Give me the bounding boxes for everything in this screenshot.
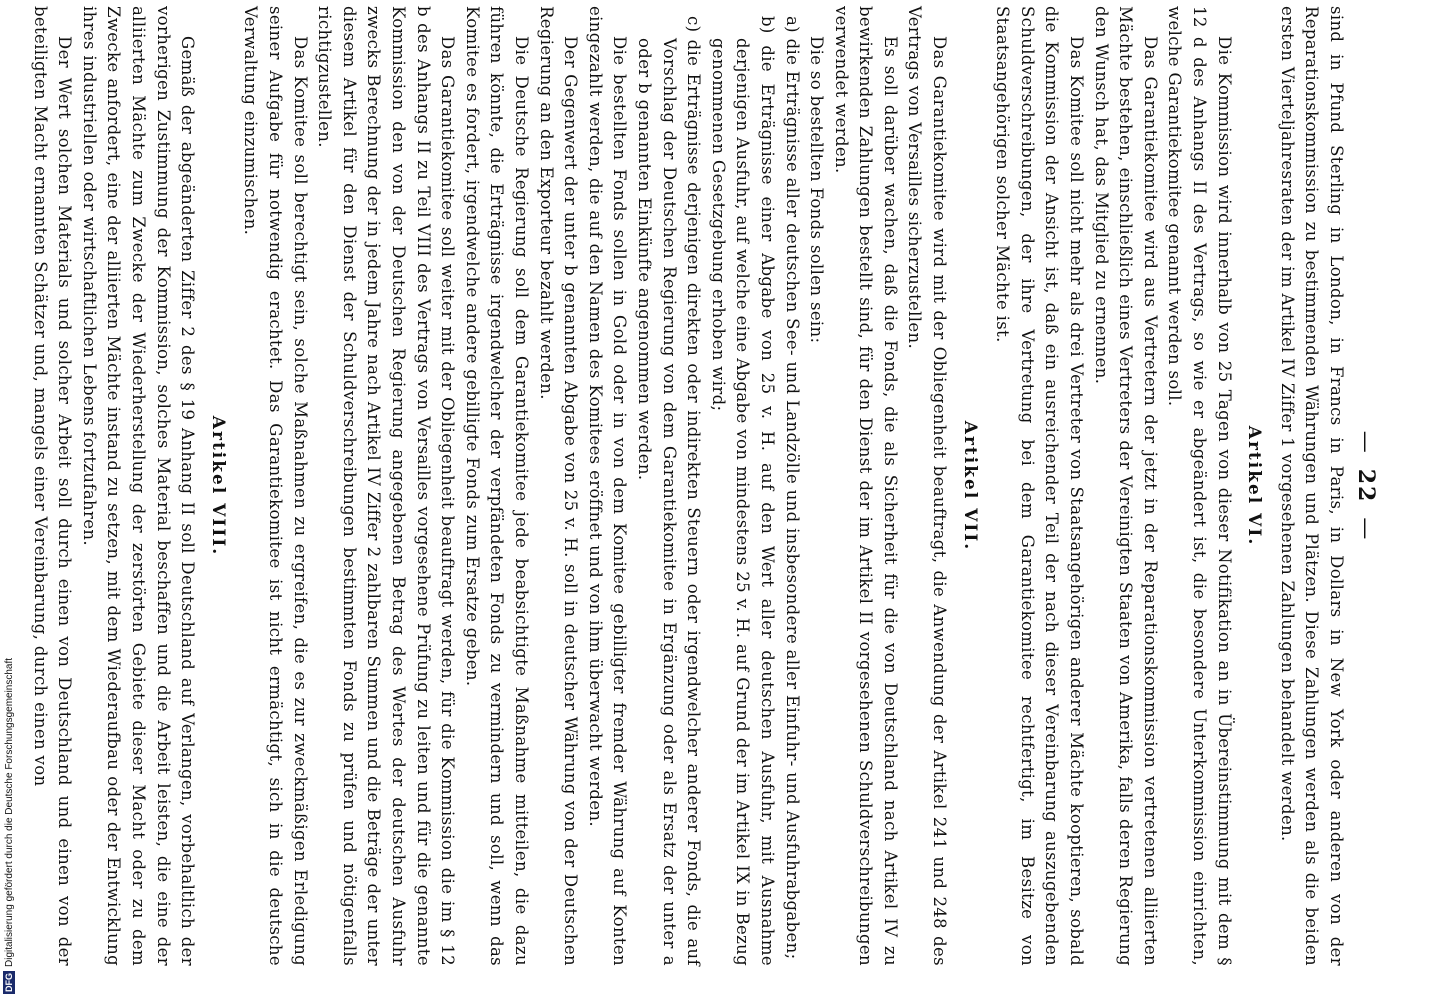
artikel-vi-body <box>990 6 1236 966</box>
dfg-logo: DFG <box>4 973 15 992</box>
artikel-vii-paragraph-4: Die bestellten Fonds sollen in Gold oder in von dem Komitee gebilligter fremder Währung auf Konten eingezahlt werden, die auf den Namen des Komitees eröffnet und von ihm überwacht werden. <box>585 6 630 966</box>
page-number-value: 22 <box>1353 468 1379 504</box>
artikel-vii-paragraph-1: Das Garantiekomitee wird mit der Obliegenheit beauftragt, die Anwendung der Artikel 241 und 248 des Vertrags von Versailles sicherzustellen. <box>905 6 950 966</box>
artikel-viii-paragraph-2: Der Wert solchen Materials und solcher Arbeit soll durch einen von Deutschland und einen von der beteiligten Macht ernannten Schätzer und, mangels einer Vereinbarung, durch einen von <box>30 6 75 966</box>
artikel-vii-paragraph-5: Der Gegenwert der unter b genannten Abgabe von 25 v. H. soll in deutscher Währung von der Deutschen Regierung an den Exporteur bezahlt werden. <box>536 6 581 966</box>
page-number <box>1348 6 1384 966</box>
digitization-note-text: Digitalisierung gefördert durch die Deutsche Forschungsgemeinschaft <box>4 657 15 967</box>
artikel-vi-paragraph-3: Das Komitee soll nicht mehr als drei Vertreter von Staatsangehörigen anderer Mächte kooptieren, sobald die Kommission der Ansicht ist, daß ein ausreichender Teil der nach dieser Vereinbarung auszugebenden Schuldverschreibungen, der ihre Vertretung bei dem Garantiekomitee rechtfertigt, im Besitze von Staatsangehörigen solcher Mächte ist. <box>993 6 1087 966</box>
artikel-vii-paragraph-8: Das Komitee soll berechtigt sein, solche Maßnahmen zu ergreifen, die es zur zweckmäßigen Erledigung seiner Aufgabe für notwendig erachtet. Das Garantiekomitee ist nicht ermächtigt, sich in die deutsche Verwaltung einzumischen. <box>241 6 310 966</box>
artikel-vii-body <box>238 6 951 966</box>
intro-text: sind in Pfund Sterling in London, in Francs in Paris, in Dollars in New York oder anderen von der Reparationskommission zu bestimmenden Währungen und Plätzen. Diese Zahlungen werden als die beiden ersten Vierteljahresraten der im Artikel IV Ziffer 1 vorgesehenen Zahlungen behandelt werden. <box>1277 6 1346 966</box>
scanned-page <box>30 6 1384 966</box>
page-number-dash-left: — <box>1353 430 1378 455</box>
artikel-vii-paragraph-2: Es soll darüber wachen, daß die Fonds, die als Sicherheit für die von Deutschland nach Artikel IV zu bewirkenden Zahlungen bestellt sind, für den Dienst der im Artikel II vorgesehenen Schuldverschreibungen verwendet werden. <box>831 6 900 966</box>
artikel-viii-body <box>27 6 199 966</box>
artikel-vii-item-b: b) die Erträgnisse einer Abgabe von 25 v. H. auf den Wert aller deutschen Ausfuhr, mit Ausnahme derjenigen Ausfuhr, auf welche eine Abgabe von mindestens 25 v. H. auf Grund der im Artikel IX in Bezug genommenen Gesetzgebung erhoben wird; <box>708 16 777 966</box>
intro-paragraph <box>1274 6 1348 966</box>
artikel-viii-paragraph-1: Gemäß der abgeänderten Ziffer 2 des § 19 Anhang II soll Deutschland auf Verlangen, vorbehaltlich der vorherigen Zustimmung der Kommission, solches Material beschaffen und die Arbeit leisten, die eine der alliierten Mächte zum Zwecke der Wiederherstellung der zerstörten Gebiete dieser Macht oder zu dem Zwecke anfordert, eine der alliierten Mächte instand zu setzen, mit dem Wiederaufbau oder der Entwicklung ihres industriellen oder wirtschaftlichen Lebens fortzufahren. <box>79 6 198 966</box>
page-number-dash-right: — <box>1353 517 1378 542</box>
digitization-note <box>2 0 18 994</box>
artikel-vii-heading: Artikel VII. <box>959 420 980 552</box>
artikel-vi-heading: Artikel VI. <box>1244 425 1265 547</box>
artikel-vii-paragraph-3: Die so bestellten Fonds sollen sein: <box>807 36 827 344</box>
artikel-vi-paragraph-1: Die Kommission wird innerhalb von 25 Tagen von dieser Notifikation an in Übereinstimmung mit dem § 12 d des Anhangs II des Vertrags, so wie er abgeändert ist, die besondere Unterkommission einrichten, welche Garantiekomitee genannt werden soll. <box>1165 6 1234 966</box>
artikel-vii-item-c: c) die Erträgnisse derjenigen direkten oder indirekten Steuern oder irgendwelcher anderer Fonds, die auf Vorschlag der Deutschen Regierung von dem Garantiekomitee in Ergänzung oder als Ersatz der unter a oder b genannten Einkünfte angenommen werden. <box>634 16 704 966</box>
artikel-vii-item-a: a) die Erträgnisse aller deutschen See- und Landzölle und insbesondere aller Einfuhr- und Ausfuhrabgaben; <box>782 16 802 960</box>
artikel-vii-paragraph-6: Die Deutsche Regierung soll dem Garantiekomitee jede beabsichtigte Maßnahme mitteilen, die dazu führen könnte, die Erträgnisse irgendwelcher der verpfändeten Fonds zu vermindern und soll, wenn das Komitee es fordert, irgendwelche andere gebilligte Fonds zum Ersatze geben. <box>462 6 531 966</box>
artikel-vi-paragraph-2: Das Garantiekomitee wird aus Vertretern der jetzt in der Reparationskommission vertretenen alliierten Mächte bestehen, einschließlich eines Vertreters der Vereinigten Staaten von Amerika, falls deren Regierung den Wunsch hat, das Mitglied zu ernennen. <box>1091 6 1160 966</box>
artikel-vii-paragraph-7: Das Garantiekomitee soll weiter mit der Obliegenheit beauftragt werden, für die Kommission die im § 12 b des Anhangs II zu Teil VIII des Vertrags von Versailles vorgesehene Prüfung zu leiten und für die genannte Kommission den von der Deutschen Regierung angegebenen Betrag des Wertes der deutschen Ausfuhr zwecks Berechnung der in jedem Jahre nach Artikel IV Ziffer 2 zahlbaren Summen und die Beträge der unter diesem Artikel für den Dienst der Schuldverschreibungen bestimmten Fonds zu prüfen und nötigenfalls richtigzustellen. <box>315 6 458 966</box>
artikel-viii-heading: Artikel VIII. <box>207 415 228 557</box>
